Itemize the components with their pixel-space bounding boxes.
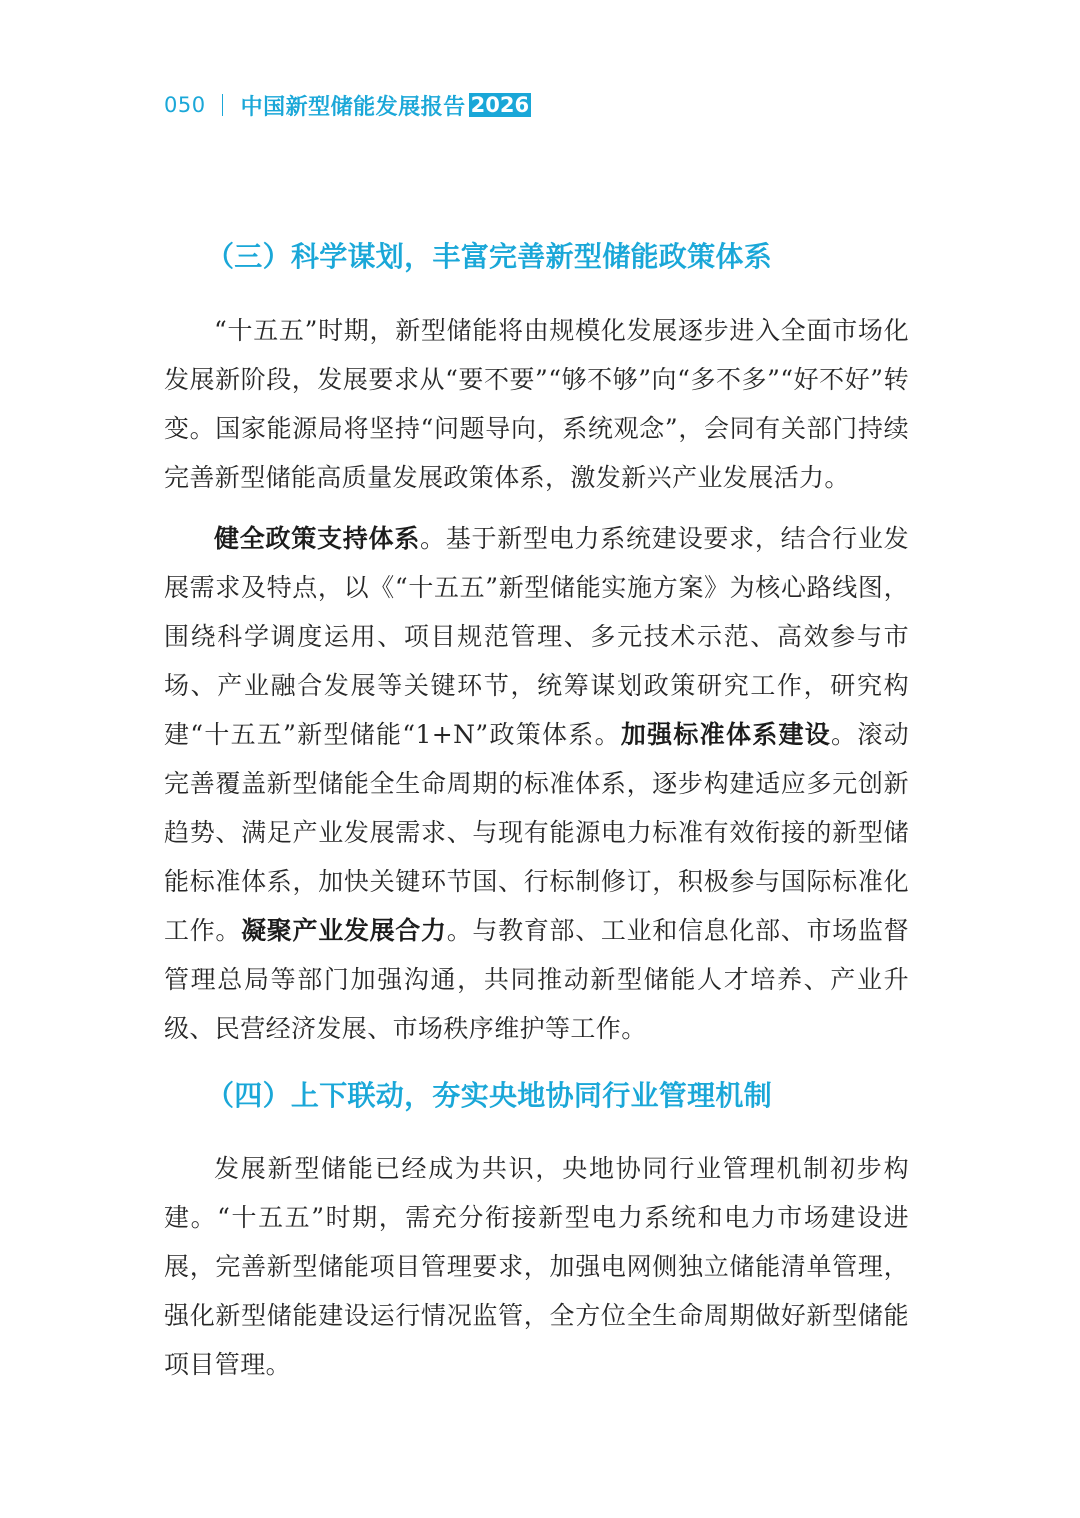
page-header: [164, 90, 531, 120]
policy-support-text: 。基于新型电力系统建设要求，结合行业发展需求及特点，以《“十五五”新型储能实施方案》为核心路线图，围绕科学调度运用、项目规范管理、多元技术示范、高效参与市场、产业融合发展等关键环节，统筹谋划政策研究工作，研究构建“十五五”新型储能“1+N”政策体系。: [164, 524, 909, 749]
lead-standards: 加强标准体系建设: [620, 720, 832, 749]
report-title: 中国新型储能发展报告: [240, 94, 466, 120]
section-four: [164, 1076, 909, 1389]
section-four-heading: （四）上下联动，夯实央地协同行业管理机制: [206, 1079, 773, 1112]
page-number: 050: [164, 93, 206, 117]
section-three-paragraph-2: [164, 514, 909, 1053]
section-three: [164, 237, 909, 1053]
header-divider: [222, 94, 223, 116]
report-year-badge: 2026: [470, 93, 530, 117]
section-four-paragraph-1: 发展新型储能已经成为共识，央地协同行业管理机制初步构建。“十五五”时期，需充分衔接新型电力系统和电力市场建设进展，完善新型储能项目管理要求，加强电网侧独立储能清单管理，强化新型储能建设运行情况监管，全方位全生命周期做好新型储能项目管理。: [164, 1154, 909, 1379]
standards-text: 。滚动完善覆盖新型储能全生命周期的标准体系，逐步构建适应多元创新趋势、满足产业发展需求、与现有能源电力标准有效衔接的新型储能标准体系，加快关键环节国、行标制修订，积极参与国际标准化工作。: [164, 720, 909, 945]
section-three-heading: （三）科学谋划，丰富完善新型储能政策体系: [206, 240, 773, 273]
lead-industry-synergy: 凝聚产业发展合力: [241, 916, 447, 945]
section-three-paragraph-1: “十五五”时期，新型储能将由规模化发展逐步进入全面市场化发展新阶段，发展要求从“要不要”“够不够”向“多不多”“好不好”转变。国家能源局将坚持“问题导向，系统观念”，会同有关部门持续完善新型储能高质量发展政策体系，激发新兴产业发展活力。: [164, 316, 909, 492]
lead-policy-support: 健全政策支持体系: [214, 524, 421, 553]
industry-synergy-text: 。与教育部、工业和信息化部、市场监督管理总局等部门加强沟通，共同推动新型储能人才培养、产业升级、民营经济发展、市场秩序维护等工作。: [164, 916, 910, 1043]
